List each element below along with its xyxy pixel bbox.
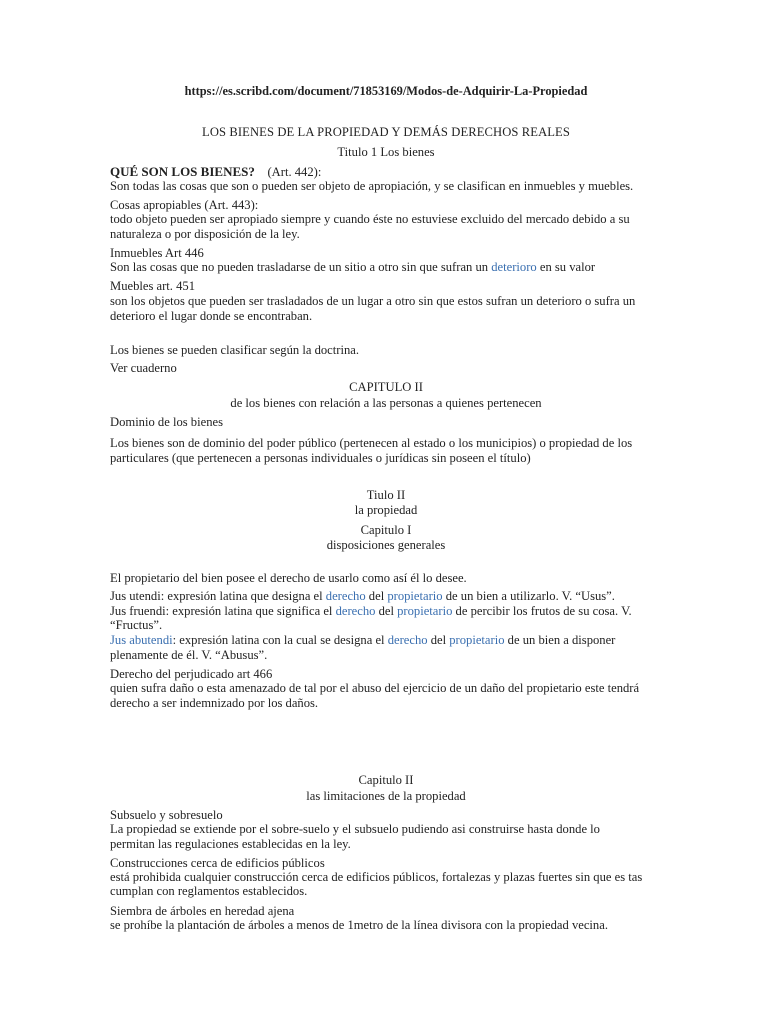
jus-abutendi-text: : expresión latina con la cual se designa el	[172, 633, 388, 647]
muebles-heading: Muebles art. 451	[110, 279, 195, 293]
perjudicado-heading: Derecho del perjudicado art 466	[110, 667, 273, 681]
jus-abutendi-line	[110, 633, 662, 648]
jus-fruendi-del: del	[375, 604, 398, 618]
capitulo-2b-heading: Capitulo II	[358, 773, 414, 787]
jus-utendi-text-end: de un bien a utilizarlo. V. “Usus”.	[442, 589, 615, 603]
ver-cuaderno-line: Ver cuaderno	[110, 361, 177, 375]
inmuebles-def-text: Son las cosas que no pueden trasladarse de un sitio a otro sin que sufran un	[110, 260, 492, 274]
jus-fruendi-line2: “Fructus”.	[110, 618, 163, 632]
derecho-link[interactable]: derecho	[325, 589, 366, 603]
inmuebles-def-text-end: en su valor	[536, 260, 596, 274]
jus-fruendi-text-end: de percibir los frutos de su cosa. V.	[452, 604, 632, 618]
titulo-1-heading: Titulo 1 Los bienes	[337, 145, 435, 159]
la-propiedad-heading: la propiedad	[354, 503, 418, 517]
jus-fruendi-line	[110, 604, 662, 619]
propietario-link[interactable]: propietario	[387, 589, 443, 603]
deterioro-link[interactable]: deterioro	[491, 260, 537, 274]
perjudicado-def-line1: quien sufra daño o esta amenazado de tal por el abuso del ejercicio de un daño del propietario este tendrá	[110, 681, 640, 695]
cosas-apropiables-def-line2: naturaleza o por disposición de la ley.	[110, 227, 300, 241]
jus-abutendi-del: del	[427, 633, 450, 647]
dominio-def-line1: Los bienes son de dominio del poder público (pertenecen al estado o los municipios) o propiedad de los	[110, 436, 633, 450]
perjudicado-def-line2: derecho a ser indemnizado por los daños.	[110, 696, 319, 710]
construcciones-heading: Construcciones cerca de edificios públicos	[110, 856, 325, 870]
siembra-definition: se prohíbe la plantación de árboles a menos de 1metro de la línea divisora con la propiedad vecina.	[110, 918, 608, 932]
subsuelo-heading: Subsuelo y sobresuelo	[110, 808, 223, 822]
que-son-heading	[110, 164, 662, 180]
jus-fruendi-text: Jus fruendi: expresión latina que significa el	[110, 604, 336, 618]
que-son-question: QUÉ SON LOS BIENES?	[110, 164, 255, 179]
derecho-link[interactable]: derecho	[335, 604, 376, 618]
siembra-heading: Siembra de árboles en heredad ajena	[110, 904, 295, 918]
jus-abutendi-text-end: de un bien a disponer	[504, 633, 616, 647]
construcciones-def-line1: está prohibida cualquier construcción cerca de edificios públicos, fortalezas y plazas fuertes sin que es tas	[110, 870, 643, 884]
capitulo-2-subtitle: de los bienes con relación a las personas a quienes pertenecen	[230, 396, 542, 410]
document-title: LOS BIENES DE LA PROPIEDAD Y DEMÁS DERECHOS REALES	[202, 125, 570, 139]
inmuebles-definition	[110, 260, 662, 275]
subsuelo-def-line2: permitan las regulaciones establecidas en la ley.	[110, 837, 351, 851]
jus-abutendi-link[interactable]: Jus abutendi	[110, 633, 173, 647]
cosas-apropiables-heading: Cosas apropiables (Art. 443):	[110, 198, 259, 212]
construcciones-def-line2: cumplan con reglamentos establecidos.	[110, 884, 308, 898]
cosas-apropiables-def-line1: todo objeto pueden ser apropiado siempre y cuando éste no estuviese excluido del mercado debido a su	[110, 212, 630, 226]
jus-utendi-del: del	[365, 589, 388, 603]
propietario-link[interactable]: propietario	[397, 604, 453, 618]
jus-utendi-line	[110, 589, 662, 604]
tiulo-2-heading: Tiulo II	[366, 488, 406, 502]
propietario-line: El propietario del bien posee el derecho de usarlo como así él lo desee.	[110, 571, 467, 585]
derecho-link[interactable]: derecho	[387, 633, 428, 647]
muebles-def-line2: deterioro el lugar donde se encontraban.	[110, 309, 313, 323]
subsuelo-def-line1: La propiedad se extiende por el sobre-suelo y el subsuelo pudiendo asi construirse hasta donde lo	[110, 822, 600, 836]
dominio-heading: Dominio de los bienes	[110, 415, 223, 429]
que-son-definition: Son todas las cosas que son o pueden ser objeto de apropiación, y se clasifican en inmuebles y muebles.	[110, 179, 634, 193]
jus-utendi-text: Jus utendi: expresión latina que designa el	[110, 589, 326, 603]
inmuebles-heading: Inmuebles Art 446	[110, 246, 204, 260]
propietario-link[interactable]: propietario	[449, 633, 505, 647]
jus-abutendi-line2: plenamente de él. V. “Abusus”.	[110, 648, 268, 662]
dominio-def-line2: particulares (que pertenecen a personas individuales o jurídicas sin poseen el título)	[110, 451, 531, 465]
limitaciones-heading: las limitaciones de la propiedad	[306, 789, 466, 803]
capitulo-2-heading: CAPITULO II	[349, 380, 423, 394]
muebles-def-line1: son los objetos que pueden ser trasladados de un lugar a otro sin que estos sufran un deterioro o sufra un	[110, 294, 636, 308]
que-son-article: (Art. 442):	[267, 165, 322, 179]
capitulo-1-heading: Capitulo I	[360, 523, 412, 537]
clasificar-line: Los bienes se pueden clasificar según la doctrina.	[110, 343, 359, 357]
source-url[interactable]: https://es.scribd.com/document/71853169/Modos-de-Adquirir-La-Propiedad	[184, 84, 588, 98]
disposiciones-heading: disposiciones generales	[326, 538, 446, 552]
